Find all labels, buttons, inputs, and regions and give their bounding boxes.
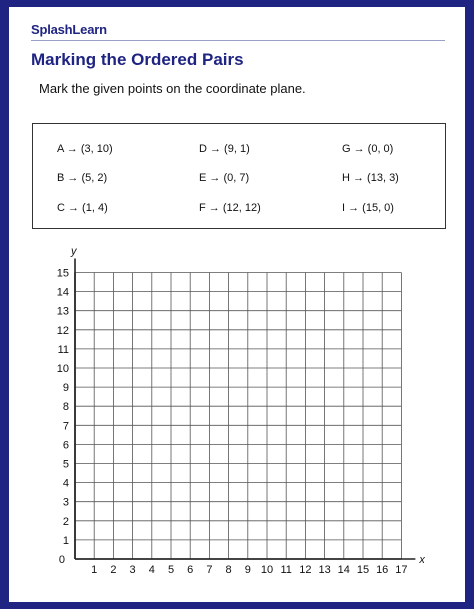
x-tick-label: 16 bbox=[376, 564, 389, 576]
x-axis-label: x bbox=[419, 554, 425, 566]
x-tick-label: 6 bbox=[187, 564, 194, 576]
pair-d: D → (9, 1) bbox=[199, 143, 250, 155]
y-tick-label: 5 bbox=[62, 458, 69, 471]
instruction-text: Mark the given points on the coordinate plane. bbox=[39, 81, 306, 96]
x-tick-label: 17 bbox=[395, 564, 408, 576]
y-tick-label: 10 bbox=[56, 363, 69, 375]
y-tick-label: 7 bbox=[62, 420, 69, 433]
x-tick-label: 14 bbox=[337, 564, 350, 576]
pair-c: C → (1, 4) bbox=[57, 202, 108, 214]
pair-f: F → (12, 12) bbox=[199, 202, 261, 214]
x-tick-label: 9 bbox=[244, 564, 251, 576]
y-tick-label: 11 bbox=[57, 343, 69, 356]
y-tick-label: 1 bbox=[62, 534, 69, 547]
pair-g: G → (0, 0) bbox=[342, 143, 394, 155]
x-tick-label: 5 bbox=[167, 564, 175, 576]
y-tick-label: 15 bbox=[56, 267, 69, 280]
x-tick-label: 1 bbox=[91, 564, 98, 576]
x-tick-label: 3 bbox=[129, 564, 136, 576]
y-tick-label: 2 bbox=[62, 515, 69, 528]
splashlearn-logo: SplashLearn bbox=[31, 22, 107, 37]
grid-lines bbox=[75, 259, 415, 560]
y-tick-label: 14 bbox=[56, 286, 69, 299]
x-axis-ticks bbox=[91, 564, 407, 576]
pair-i: I → (15, 0) bbox=[342, 202, 394, 214]
x-tick-label: 15 bbox=[356, 564, 370, 576]
y-tick-label: 12 bbox=[56, 324, 69, 337]
ordered-pairs-box bbox=[32, 123, 446, 229]
x-tick-label: 8 bbox=[225, 564, 232, 576]
x-tick-label: 10 bbox=[260, 564, 274, 576]
x-tick-label: 13 bbox=[318, 564, 331, 576]
pair-a: A → (3, 10) bbox=[57, 143, 113, 155]
worksheet-page bbox=[9, 7, 465, 602]
coordinate-plane[interactable] bbox=[39, 239, 459, 579]
y-tick-label: 13 bbox=[56, 305, 69, 318]
y-tick-label: 4 bbox=[62, 477, 69, 490]
x-tick-label: 4 bbox=[148, 564, 155, 576]
x-tick-label: 7 bbox=[206, 564, 213, 576]
x-tick-label: 2 bbox=[110, 564, 117, 576]
y-axis-ticks bbox=[57, 268, 69, 547]
pair-e: E → (0, 7) bbox=[199, 172, 250, 184]
y-tick-label: 3 bbox=[62, 496, 69, 509]
pair-b: B → (5, 2) bbox=[57, 172, 108, 184]
y-tick-label: 8 bbox=[62, 401, 69, 414]
page-title: Marking the Ordered Pairs bbox=[31, 50, 244, 69]
y-tick-label: 6 bbox=[62, 439, 69, 452]
y-axis-label: y bbox=[71, 245, 77, 258]
y-tick-label: 9 bbox=[62, 382, 69, 395]
origin-label: 0 bbox=[58, 554, 65, 566]
pair-h: H → (13, 3) bbox=[342, 172, 399, 184]
header-divider bbox=[31, 40, 445, 41]
x-tick-label: 11 bbox=[280, 564, 292, 576]
x-tick-label: 12 bbox=[299, 564, 312, 576]
